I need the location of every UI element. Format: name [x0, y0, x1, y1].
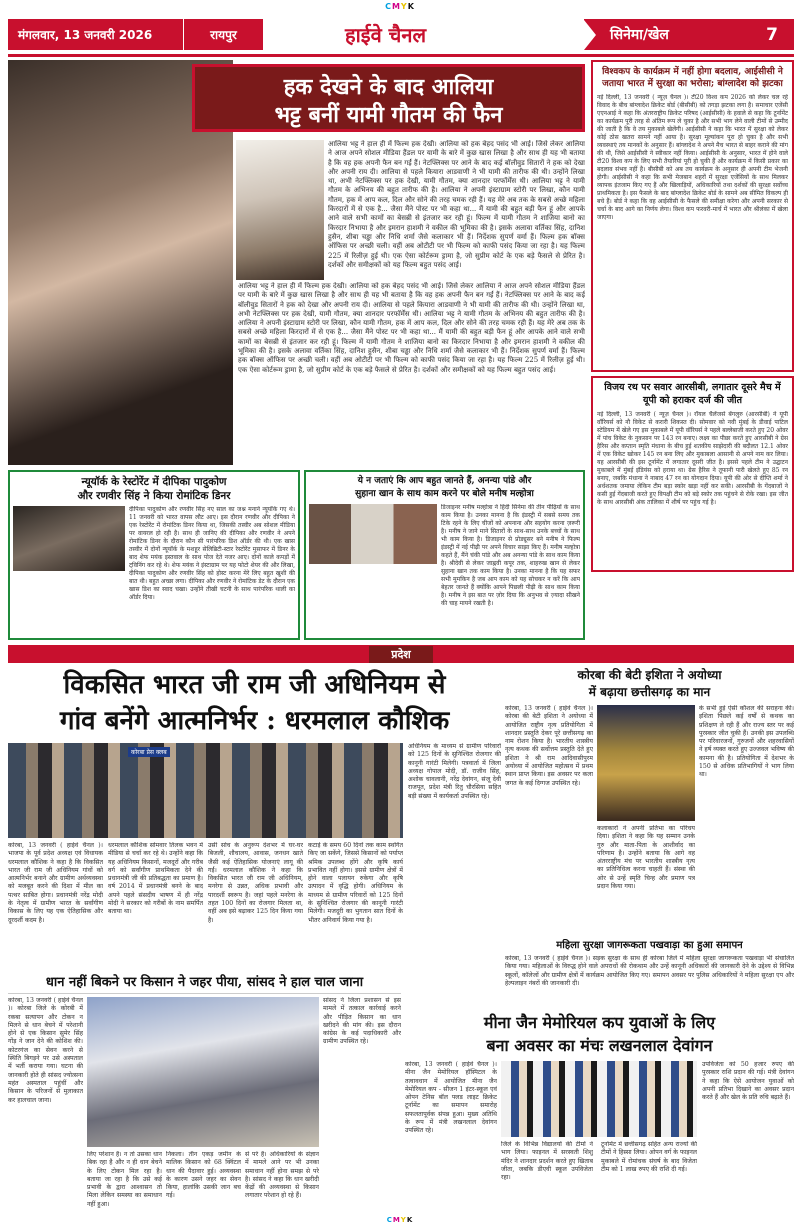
deepika-photo [13, 506, 125, 571]
farmer-headline: धान नहीं बिकने पर किसान ने जहर पीया, सांसद ने हाल चाल जाना [8, 973, 401, 994]
rcb-article [591, 376, 794, 572]
section-name: सिनेमा/खेल [610, 27, 669, 43]
cricket-award-photo [501, 1061, 697, 1137]
ishita-article [505, 667, 794, 937]
ananya-article [304, 470, 585, 640]
ishita-col-2: के सभी हुई ऐसी कौशल की सराहना की। इशिता पिछले कई वर्षों से कथक का प्रशिक्षण ले रही हैं और राज्य स्तर पर कई पुरस्कार जीत चुकी हैं। उनकी इस उपलब्धि पर परिवारजनों, गुरुजनों और शहरवासियों ने हर्ष व्यक्त करते हुए उज्जवल भविष्य की कामना की है। प्रतियोगिता में देशभर के 150 से अधिक प्रतिभागियों ने भाग लिया था। [699, 705, 794, 779]
vikasit-col-1: कोरबा, 13 जनवरी ( हाईवे चैनल )। भाजपा के पूर्व प्रदेश अध्यक्ष एवं विधायक धरमलाल कौशिक ने कहा है कि विकसित भारत जी राम जी अधिनियम गांवों को आत्मनिर्भर बनाने और ग्रामीण अर्थव्यवस्था को मजबूत करने की दिशा में मील का पत्थर साबित होगा। प्रधानमंत्री नरेंद्र मोदी के नेतृत्व में ग्रामीण भारत के सर्वांगीण विकास के लिए यह एक ऐतिहासिक और दूरदर्शी कदम है। [8, 842, 103, 924]
ananya-body: डिजाइनर मनीष मल्होत्रा ने हिंदी सिनेमा की तीन पीढ़ियों के साथ काम किया है। उनका मानना है कि इंडस्ट्री में सबसे समय तक टिके रहने के लिए चीजों को अपनाना और सहयोग करना ज़रूरी है। मनीष ने जाने माने सितारों के साथ-साथ उनके बच्चों के साथ भी काम किया है। डिजाइनर से प्रोड्यूसर बने मनीष ने फिल्म इंडस्ट्री में नई पीढ़ी पर अपने विचार साझा किए हैं। मनीष मल्होत्रा कहते हैं, मैंने चंकी पांडे और अब अनन्या पांडे के साथ काम किया है। श्रीदेवी से लेकर जाह्नवी कपूर तक, शाहरुख खान से लेकर सुहाना खान तक काम किया है। उनका मानना है कि यह सफर सभी मुमकिन है जब आप काम को यह सोचकर न करें कि आप बेहतर जानते हैं क्योंकि आपने पिछली पीढ़ी के साथ काम किया है। मनीष ने इस बात पर ज़ोर दिया कि अनुभव से ज़्यादा सीखने की चाह मायने रखती है। [441, 504, 580, 607]
ananya-headline-1: ये न जताएं कि आप बहुत जानते हैं, अनन्या पांडे और [357, 476, 532, 486]
worldcup-body: नई दिल्ली, 13 जनवरी ( न्यूज़ चैनल )। टी20 विश्व कप 2026 को लेकर चल रहे विवाद के बीच बांग्लादेश क्रिकेट बोर्ड (बीसीबी) को तगड़ा झटका लगा है। समाचार एजेंसी एएनआई ने कहा कि अंतरराष्ट्रीय क्रिकेट परिषद (आईसीसी) के हवाले से कहा कि टूर्नामेंट का कार्यक्रम पूरी तरह से अंतिम रूप ले चुका है और सभी भाग लेने वाली टीमों से उम्मीद की जाती है कि वे तय मुकाबले खेलेंगी। आईसीसी ने कहा कि भारत में सुरक्षा को लेकर कोई ठोस खतरा सामने नहीं आया है। सुरक्षा मूल्यांकन पूरा हो चुका है और सभी व्यवस्थाएं तय मानकों के अनुसार हैं। बांग्लादेश ने अपने मैच भारत से बाहर कराने की मांग की थी, जिसे आईसीसी ने स्वीकार नहीं किया। आईसीसी के अनुसार, भारत में होने वाले टी20 विश्व कप के लिए सभी तैयारियां पूरी हो चुकी हैं और कार्यक्रम में किसी प्रकार का बदलाव संभव नहीं है। बीसीबी को अब तय कार्यक्रम के अनुसार ही अपनी टीम भेजनी होगी। आईसीसी ने कहा कि सभी मेजबान शहरों में सुरक्षा एजेंसियों के साथ मिलकर व्यापक इंतजाम किए गए हैं और खिलाड़ियों, अधिकारियों तथा दर्शकों की सुरक्षा सर्वोच्च प्राथमिकता है। इस फैसले के बाद बांग्लादेश क्रिकेट बोर्ड के सामने अब सीमित विकल्प ही बचे हैं। बोर्ड ने कहा कि वह आईसीसी के फैसले की समीक्षा करेगा और अपनी सरकार से चर्चा के बाद आगे का निर्णय लेगा। विश्व कप फरवरी-मार्च में भारत और श्रीलंका में खेला जाएगा। [597, 94, 788, 221]
alia-body: आलिया भट्ट ने हाल ही में फिल्म हक देखी। आलिया को हक बेहद पसंद भी आई। जिसे लेकर आलिया ने आज अपने सोशल मीडिया हैंडल पर यामी के बारे में कुछ खास लिखा है और साथ ही यह भी बताया है कि वह हक अपनी फैन बन गईं हैं। नेटफ्लिक्स पर आने के बाद कई बॉलीवुड सितारों ने हक को देखा और अपनी राय दी। आलिया से पहले कियारा आडवाणी ने भी यामी की तारीफ की थी। उन्होंने लिखा था, अभी नेटफ्लिक्स पर हक देखी, यामी गौतम, क्या शानदार परफॉर्मेंस थी। आलिया भट्ट ने यामी गौतम के अभिनय की बहुत तारीफ की है। आलिया ने अपनी इंस्टाग्राम स्टोरी पर लिखा, कौन यामी गौतम, हक में आप कल, दिल और सोने की तरह चमक रही हैं। यह मेरे अब तक के सबसे अच्छे महिला किरदारों में से एक है... जैसा मैंने पोस्ट पर भी कहा था... मैं यामी की बहुत बड़ी फैन हूं और आपके आने वाले सभी कामों का बेसब्री से इंतजार कर रही हूं। फिल्म में यामी गौतम ने शाजिया बानो का किरदार निभाया है और इमरान हाशमी ने वकील की भूमिका की है। इसके अलावा वर्तिका सिंह, दानिश हुसैन, शीबा चड्ढा और निधि शर्मा जैसे कलाकार भी हैं। निर्देशक सुपर्ण वर्मा हैं। फिल्म हक बॉक्स ऑफिस पर अच्छी चली। वहीं अब ओटीटी पर भी फिल्म को काफी पसंद किया जा रहा है। यह फिल्म 225 में रिलीज़ हुई थी। एक ऐसा कोर्टरूम ड्रामा है, जो सुप्रीम कोर्ट के एक बड़े फैसले से प्रेरित है। दर्शकों और समीक्षकों को यह फिल्म बहुत पसंद आई। [328, 140, 585, 269]
alia-body-lower: आलिया भट्ट ने हाल ही में फिल्म हक देखी। आलिया को हक बेहद पसंद भी आई। जिसे लेकर आलिया ने आज अपने सोशल मीडिया हैंडल पर यामी के बारे में कुछ खास लिखा है और साथ ही यह भी बताया है कि वह हक अपनी फैन बन गईं हैं। नेटफ्लिक्स पर आने के बाद कई बॉलीवुड सितारों ने हक को देखा और अपनी राय दी। आलिया से पहले कियारा आडवाणी ने भी यामी की तारीफ की थी। उन्होंने लिखा था, अभी नेटफ्लिक्स पर हक देखी, यामी गौतम, क्या शानदार परफॉर्मेंस थी। आलिया भट्ट ने यामी गौतम के अभिनय की बहुत तारीफ की है। आलिया ने अपनी इंस्टाग्राम स्टोरी पर लिखा, कौन यामी गौतम, हक में आप कल, दिल और सोने की तरह चमक रही हैं। यह मेरे अब तक के सबसे अच्छे महिला किरदारों में से एक है... जैसा मैंने पोस्ट पर भी कहा था... मैं यामी की बहुत बड़ी फैन हूं और आपके आने वाले सभी कामों का बेसब्री से इंतजार कर रही हूं। फिल्म में यामी गौतम ने शाजिया बानो का किरदार निभाया है और इमरान हाशमी ने वकील की भूमिका की है। इसके अलावा वर्तिका सिंह, दानिश हुसैन, शीबा चड्ढा और निधि शर्मा जैसे कलाकार भी हैं। निर्देशक सुपर्ण वर्मा हैं। फिल्म हक बॉक्स ऑफिस पर अच्छी चली। वहीं अब ओटीटी पर भी फिल्म को काफी पसंद किया जा रहा है। यह फिल्म 225 में रिलीज़ हुई थी। एक ऐसा कोर्टरूम ड्रामा है, जो सुप्रीम कोर्ट के एक बड़े फैसले से प्रेरित है। दर्शकों और समीक्षकों को यह फिल्म बहुत पसंद आई। [238, 282, 585, 374]
masthead-city: रायपुर [183, 19, 263, 50]
worldcup-article [591, 60, 794, 372]
page-number: 7 [766, 24, 778, 45]
ishita-headline-2: में बढ़ाया छत्तीसगढ़ का मान [588, 685, 711, 699]
meena-headline-2: बना अवसर का मंचः लखनलाल देवांगन [486, 1036, 713, 1055]
vikasit-col-4: कटाई के समय 60 दिनों तक काम स्थगित किए जा सकेंगे, जिससे किसानों को पर्याप्त श्रमिक उपलब्ध होंगे और कृषि कार्य प्रभावित नहीं होगा। इससे ग्रामीण क्षेत्रों में होने वाला पलायन रुकेगा और कृषि उत्पादन में वृद्धि होगी। अधिनियम के माध्यम से ग्रामीण परिवारों को 125 दिनों के सुनिश्चित रोजगार की कानूनी गारंटी मिलेगी। मजदूरी का भुगतान सात दिनों के भीतर अनिवार्य किया गया है। [308, 842, 403, 924]
vikasit-article [8, 667, 501, 969]
ishita-photo [597, 705, 695, 821]
manish-ananya-photo [309, 504, 437, 564]
press-conference-photo [8, 743, 403, 838]
color-mark: CMYK [385, 2, 415, 11]
mahila-headline: महिला सुरक्षा जागरूकता पखवाड़ा का हुआ समापन [556, 940, 743, 951]
vikasit-headline-2: गांव बनेंगे आत्मनिर्भर : धरमलाल कौशिक [59, 706, 450, 736]
farmer-col-2: लिए परेशान है। न तो उसका धान बिक रहा है और न ही धान बेचने के लिए टोकन मिल रहा है। बताया जा रहा है कि उसे कई प्रभावी के द्वारा आश्वासन तो मिला लेकिन समस्या का समाधान नहीं हुआ। [87, 1151, 162, 1208]
deepika-article [8, 470, 300, 640]
farmer-col-1: कोरबा, 13 जनवरी ( हाईवे चैनल )। कोरबा जिले के कोरबी में रकबा सत्यापन और टोकन न मिलने से धान बेचने में परेशानी होने से एक किसान सुमेर सिंह गोंड़ ने जान देने की कोशिश की। कोटरगंज का सेवन करने से स्थिति बिगड़ने पर उसे अस्पताल में भर्ती कराया गया। घटना की जानकारी होते ही सांसद ज्योत्सना महंत अस्पताल पहुंचीं और किसान के परिजनों से मुलाकात कर हालचाल जाना। [8, 997, 83, 1104]
masthead-section-bar [584, 19, 794, 50]
hospital-photo [87, 997, 319, 1147]
farmer-col-3: निकला। तीन एकड़ जमीन के मालिक किसान को 68 क्विंटल धान की पैदावार हुई। अव्यवस्था के कारण उसने जहर का सेवन किया, हालांकि उसकी जान बच गई। [166, 1151, 241, 1200]
meena-col-2: जिले के विभिन्न विद्यालयों की टीमों ने भाग लिया। फाइनल में सरस्वती शिशु मंदिर ने शानदार प्रदर्शन करते हुए खिताब जीता, जबकि डीएवी स्कूल उपविजेता रहा। [501, 1141, 593, 1182]
alia-headline-2: भट्ट बनीं यामी गौतम की फैन [274, 102, 503, 128]
mahila-body: कोरबा, 13 जनवरी ( हाईवे चैनल )। सड़क सुरक्षा के साथ ही कोरबा जिले में महिला सुरक्षा जागरूकता पखवाड़ा भी संचालित किया गया। महिलाओं के विरुद्ध होने वाले अपराधों की रोकथाम और उन्हें कानूनी अधिकारों की जानकारी देने के उद्देश्य से विभिन्न स्कूलों, कॉलेजों और ग्रामीण क्षेत्रों में कार्यक्रम आयोजित किए गए। समापन अवसर पर पुलिस अधिकारियों ने महिला सुरक्षा एप और हेल्पलाइन नंबरों की जानकारी दी। [505, 955, 794, 987]
meena-col-4: उपविजेता को 50 हजार रुपए की पुरस्कार राशि प्रदान की गई। मंत्री देवांगन ने कहा कि ऐसे आयोजन युवाओं को अपनी प्रतिभा दिखाने का अवसर प्रदान करते हैं और खेल के प्रति रुचि बढ़ाते हैं। [702, 1061, 794, 1102]
meena-headline-1: मीना जैन मेमोरियल कप युवाओं के लिए [483, 1013, 716, 1032]
meena-col-3: टूर्नामेंट में छत्तीसगढ़ सहित अन्य राज्यों की टीमों ने हिस्सा लिया। ओपन वर्ग के फाइनल मुकाबले में रोमांचक संघर्ष के बाद विजेता टीम को 1 लाख रुपए की राशि दी गई। [601, 1141, 697, 1173]
mahila-article [505, 939, 794, 1009]
pradesh-banner: प्रदेश [8, 645, 794, 663]
rcb-headline: विजय रथ पर सवार आरसीबी, लगातार दूसरे मैच में यूपी को हराकर दर्ज की जीत [604, 382, 781, 406]
bottom-color-mark: CMYK [386, 1216, 414, 1224]
ishita-headline-1: कोरबा की बेटी इशिता ने अयोध्या [577, 668, 722, 682]
masthead-logo [263, 19, 508, 50]
deepika-headline-2: और रणवीर सिंह ने किया रोमांटिक डिनर [77, 490, 231, 502]
meena-col-1: कोरबा, 13 जनवरी ( हाईवे चैनल )। मीना जैन मेमोरियल हॉस्पिटल के तत्वावधान में आयोजित मीना जैन मेमोरियल कप - सीजन 1 इंटर-स्कूल एवं ओपन टेनिस बॉल फ्लड लाइट क्रिकेट टूर्नामेंट का समापन समारोह सफलतापूर्वक संपन्न हुआ। मुख्य अतिथि के रूप में मंत्री लखनलाल देवांगन उपस्थित रहे। [405, 1061, 497, 1135]
ishita-col-1: कोरबा, 13 जनवरी ( हाईवे चैनल )। कोरबा की बेटी इशिता ने अयोध्या में आयोजित राष्ट्रीय नृत्य प्रतियोगिता में शानदार प्रस्तुति देकर पूरे छत्तीसगढ़ का नाम रोशन किया है। भारतीय शास्त्रीय नृत्य कथक की सर्वोत्तम प्रस्तुति देते हुए इशिता ने श्री राम आदिवासीपुरम अयोध्या में आयोजित महोत्सव में प्रथम स्थान प्राप्त किया। इस अवसर पर कला जगत के कई दिग्गज उपस्थित रहे। [505, 705, 593, 787]
alia-headline-box [192, 64, 585, 132]
date: मंगलवार, 13 जनवरी 2026 [18, 28, 153, 42]
masthead-date-bar [8, 19, 183, 50]
vikasit-col-3: उसी सोच के अनुरूप देशभर में घर-घर बिजली, शौचालय, आवास, जनधन खाते जैसी कई ऐतिहासिक योजनाएं लागू की गईं। धरमलाल कौशिक ने कहा कि विकसित भारत जी राम जी अधिनियम, मनरेगा से उन्नत, अधिक प्रभावी और पारदर्शी स्वरूप है। जहां पहले मनरेगा के तहत 100 दिनों का रोजगार मिलता था, वहीं अब इसे बढ़ाकर 125 दिन किया गया है। [208, 842, 303, 924]
ishita-col-3: कलाकारों ने अपनी प्रतिभा का परिचय दिया। इशिता ने कहा कि यह सम्मान उनके गुरु और माता-पिता के आशीर्वाद का परिणाम है। उन्होंने बताया कि आगे वह अंतरराष्ट्रीय मंच पर भारतीय शास्त्रीय नृत्य का प्रतिनिधित्व करना चाहती हैं। संस्था की ओर से उन्हें स्मृति चिन्ह और प्रमाण पत्र प्रदान किया गया। [597, 825, 695, 891]
worldcup-headline: विश्वकप के कार्यक्रम में नहीं होगा बदलाव, आईसीसी ने जताया भारत में सुरक्षा का भरोसा; बांग्लादेश को झटका [602, 67, 783, 89]
vikasit-col-5: अधिनियम के माध्यम से ग्रामीण परिवारों को 125 दिनों के सुनिश्चित रोजगार की कानूनी गारंटी मिलेगी। पत्रवार्ता में जिला अध्यक्ष गोपाल मोदी, डॉ. राजीव सिंह, अशोक चावलानी, नरेंद्र देवांगन, संजू देवी राजपूत, प्रदेश मंत्री रितु चौरसिया सहित बड़ी संख्या में कार्यकर्ता उपस्थित रहे। [408, 743, 501, 800]
farmer-col-5: सांसद ने जिला प्रशासन से इस मामले में तत्काल कार्रवाई करने और पीड़ित किसान का धान खरीदने की मांग की। इस दौरान कांग्रेस के कई पदाधिकारी और ग्रामीण उपस्थित रहे। [323, 997, 401, 1046]
farmer-col-4: से परे है। अधिकारियों के संज्ञान में मामले आने पर भी उनका समाधान नहीं होना समझ से परे है। सांसद ने कहा कि धान खरीदी केंद्रों की अव्यवस्था से किसान लगातार परेशान हो रहे हैं। [245, 1151, 319, 1200]
deepika-headline-1: न्यूयॉर्क के रेस्टोरेंट में दीपिका पादुकोण [81, 476, 227, 488]
vikasit-headline-1: विकसित भारत जी राम जी अधिनियम से [63, 670, 446, 700]
deepika-body: दीपिका पादुकोण और रणवीर सिंह नए साल का जश्न मनाने न्यूयॉर्क गए थे। 11 जनवरी को भारत वापस लौट आए। इस दौरान रणवीर और दीपिका ने एक रेस्टोरेंट में रोमांटिक डिनर किया था, जिसकी तस्वीर अब सोशल मीडिया पर वायरल हो रही है। साथ ही जानिए की दीपिका और रणवीर ने अपने रोमांटिक डिनर के दौरान कौन सी पारंपरिक डिश ऑर्डर की थी। एक खास तस्वीर में दोनों न्यूयॉर्क के मशहूर सेलिब्रिटी-स्टार रेस्टोरेंट मुसाफर में डिनर के बाद शेफ मयंक इस्तवाल के साथ पोज देते नजर आए। दोनों काले कपड़ों में ट्विनिंग कर रहे थे। शेफ मयंक ने इंस्टाग्राम पर यह फोटो शेयर की और लिखा, दीपिका पादुकोण और रणवीर सिंह को होस्ट करना मेरे लिए बहुत खुशी की बात थी। बहुत अच्छा लगा। दीपिका और रणवीर ने रोमांटिक डेट के दौरान एक खास डिश का स्वाद चखा। उन्होंने तीखी चटनी के साथ पारंपरिक थाली का ऑर्डर दिया। [129, 506, 295, 601]
arrow-icon [584, 20, 596, 50]
vikasit-col-2: धरमलाल कौशिक सोमवार तिलक भवन में मीडिया से चर्चा कर रहे थे। उन्होंने कहा कि यह अधिनियम किसानों, मजदूरों और गरीब वर्ग को सर्वांगीण प्राथमिकता देने की प्रधानमंत्री जी की प्रतिबद्धता का प्रमाण है। वर्ष 2014 में प्रधानमंत्री बनने के बाद अपने पहले संसदीय भाषण में ही नरेंद्र मोदी ने सरकार को गरीबों के नाम समर्पित बताया था। [108, 842, 203, 916]
masthead-rule [8, 54, 794, 57]
press-club-banner: कोरबा प्रेस क्लब [128, 747, 170, 757]
alia-headline-1: हक देखने के बाद आलिया [283, 74, 494, 100]
farmer-article [8, 973, 401, 1223]
rcb-body: नई दिल्ली, 13 जनवरी ( न्यूज़ चैनल )। रॉयल चैलेंजर्स बेंगलुरु (आरसीबी) ने यूपी वॉरियर्स को नौ विकेट से करारी शिकस्त दी। सोमवार को नवी मुंबई के डीवाई पाटिल स्टेडियम में खेले गए इस मुकाबले में यूपी वॉरियर्स ने पहले बल्लेबाजी करते हुए 20 ओवर में पांच विकेट के नुकसान पर 143 रन बनाए। लक्ष्य का पीछा करते हुए आरसीबी ने ग्रेस हैरिस और कप्तान स्मृति मंधाना के बीच हुई शतकीय साझेदारी की बदौलत 12.1 ओवर में एक विकेट खोकर 145 रन बना लिए और मुकाबला आसानी से अपने नाम कर लिया। यह आरसीबी की इस टूर्नामेंट में लगातार दूसरी जीत है। इससे पहले टीम ने उद्घाटन मुकाबले में मुंबई इंडियंस को हराया था। ग्रेस हैरिस ने तूफानी पारी खेलते हुए 85 रन बनाए, जबकि मंधाना ने नाबाद 47 रन का योगदान दिया। यूपी की ओर से दीप्ति शर्मा ने अर्धशतक जमाया लेकिन टीम बड़ा स्कोर खड़ा नहीं कर सकी। आरसीबी के गेंदबाजों ने कसी हुई गेंदबाजी करते हुए विपक्षी टीम को बड़े स्कोर तक पहुंचने से रोके रखा। इस जीत के साथ आरसीबी अंक तालिका में शीर्ष पर पहुंच गई है। [597, 411, 788, 506]
ananya-headline-2: सुहाना खान के साथ काम करने पर बोले मनीष मल्होत्रा [355, 489, 534, 499]
meena-article [405, 1011, 794, 1223]
logo-text: हाईवे चैनल [344, 23, 427, 47]
alia-article [8, 60, 585, 465]
